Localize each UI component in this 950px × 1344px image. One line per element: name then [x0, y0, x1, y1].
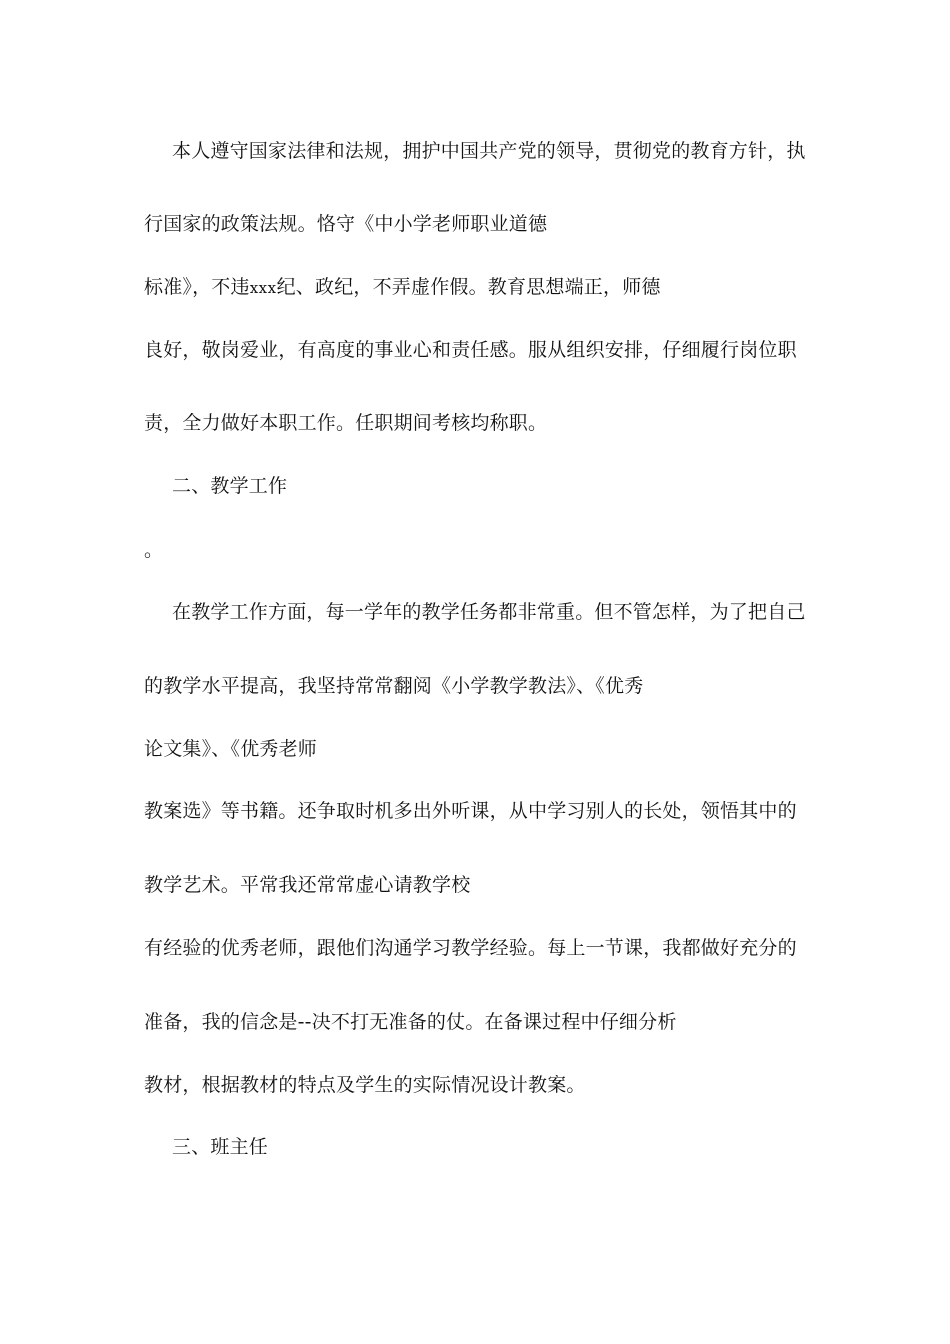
text-span: 纪、政纪，不弄虚作假。教育思想端正，师德: [276, 276, 661, 298]
paragraph-line: [144, 275, 661, 300]
stray-punctuation: 。: [144, 539, 164, 561]
paragraph-line: 有经验的优秀老师，跟他们沟通学习教学经验。每上一节课，我都做好充分的: [144, 937, 797, 959]
paragraph-line: 的教学水平提高，我坚持常常翻阅《小学教学教法》、《优秀: [144, 675, 644, 697]
placeholder-text: xxx: [249, 279, 277, 297]
paragraph-line: 责，全力做好本职工作。任职期间考核均称职。: [144, 412, 548, 434]
section-heading: 三、班主任: [172, 1136, 269, 1158]
paragraph-line: 教材，根据教材的特点及学生的实际情况设计教案。: [144, 1074, 586, 1096]
text-span: 标准》，不违: [144, 276, 250, 298]
paragraph-line: 准备，我的信念是--决不打无准备的仗。在备课过程中仔细分析: [144, 1011, 677, 1033]
section-heading: 二、教学工作: [172, 475, 288, 497]
paragraph-line: 本人遵守国家法律和法规，拥护中国共产党的领导，贯彻党的教育方针，执: [172, 140, 806, 162]
paragraph-line: 论文集》、《优秀老师: [144, 738, 318, 760]
paragraph-line: 教案选》等书籍。还争取时机多出外听课，从中学习别人的长处，领悟其中的: [144, 800, 797, 822]
paragraph-line: 在教学工作方面，每一学年的教学任务都非常重。但不管怎样，为了把自己: [172, 601, 806, 623]
paragraph-line: 教学艺术。平常我还常常虚心请教学校: [144, 874, 471, 896]
paragraph-line: 良好，敬岗爱业，有高度的事业心和责任感。服从组织安排，仔细履行岗位职: [144, 339, 797, 361]
paragraph-line: 行国家的政策法规。恪守《中小学老师职业道德: [144, 213, 548, 235]
